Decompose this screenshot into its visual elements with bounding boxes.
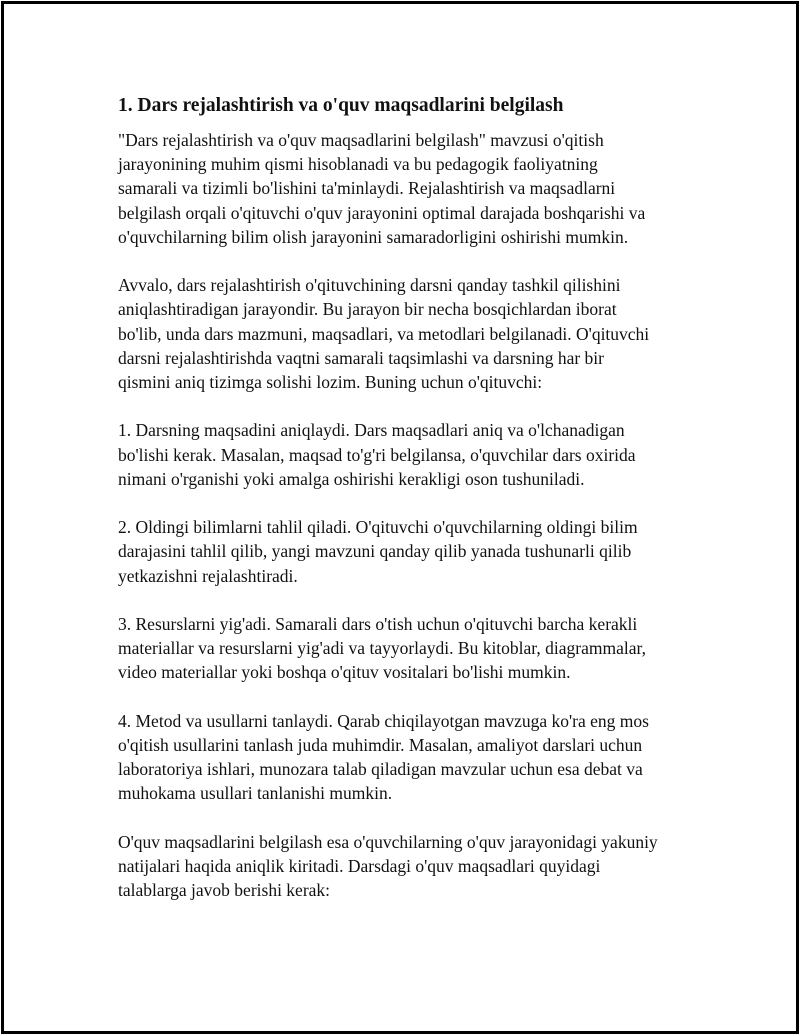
paragraph-step-4 bbox=[118, 709, 698, 806]
text-line: laboratoriya ishlari, munozara talab qiladigan mavzular uchun esa debat va bbox=[118, 759, 643, 780]
text-line: materiallar va resurslarni yig'adi va tayyorlaydi. Bu kitoblar, diagrammalar, bbox=[118, 638, 647, 659]
text-line: muhokama usullari tanlanishi mumkin. bbox=[118, 783, 393, 804]
text-line: video materiallar yoki boshqa o'qituv vositalari bo'lishi mumkin. bbox=[118, 662, 571, 683]
text-line: "Dars rejalashtirish va o'quv maqsadlarini belgilash" mavzusi o'qitish bbox=[118, 130, 604, 150]
text-line: o'quvchilarning bilim olish jarayonini samaradorligini oshirishi mumkin. bbox=[118, 226, 629, 247]
text-line: aniqlashtiradigan jarayondir. Bu jarayon bir necha bosqichlardan iborat bbox=[118, 299, 617, 320]
text-line: talablarga javob berishi kerak: bbox=[118, 880, 331, 901]
text-line: bo'lib, unda dars mazmuni, maqsadlari, va metodlari belgilanadi. O'qituvchi bbox=[118, 323, 650, 344]
text-line: jarayonining muhim qismi hisoblanadi va bu pedagogik faoliyatning bbox=[118, 154, 598, 175]
text-line: nimani o'rganishi yoki amalga oshirishi kerakligi oson tushuniladi. bbox=[118, 468, 585, 489]
paragraph-step-2 bbox=[118, 515, 698, 588]
section-heading: 1. Dars rejalashtirish va o'quv maqsadlarini belgilash bbox=[118, 95, 564, 116]
paragraph-objectives bbox=[118, 830, 698, 903]
text-line: darajasini tahlil qilib, yangi mavzuni qanday qilib yanada tushunarli qilib bbox=[118, 541, 632, 562]
paragraph-intro bbox=[118, 128, 698, 249]
paragraph-step-3 bbox=[118, 612, 698, 685]
text-line: 4. Metod va usullarni tanlaydi. Qarab chiqilayotgan mavzuga ko'ra eng mos bbox=[118, 710, 649, 731]
text-line: 1. Darsning maqsadini aniqlaydi. Dars maqsadlari aniq va o'lchanadigan bbox=[118, 420, 625, 441]
document-body bbox=[118, 93, 698, 927]
text-line: belgilash orqali o'qituvchi o'quv jarayonini optimal darajada boshqarishi va bbox=[118, 202, 646, 223]
paragraph-planning bbox=[118, 273, 698, 394]
text-line: samarali va tizimli bo'lishini ta'minlaydi. Rejalashtirish va maqsadlarni bbox=[118, 178, 616, 199]
text-line: qismini aniq tizimga solishi lozim. Buning uchun o'qituvchi: bbox=[118, 372, 543, 393]
text-line: o'qitish usullarini tanlash juda muhimdir. Masalan, amaliyot darslari uchun bbox=[118, 735, 643, 755]
text-line: 2. Oldingi bilimlarni tahlil qiladi. O'qituvchi o'quvchilarning oldingi bilim bbox=[118, 517, 638, 538]
text-line: 3. Resurslarni yig'adi. Samarali dars o'tish uchun o'qituvchi barcha kerakli bbox=[118, 614, 638, 634]
text-line: natijalari haqida aniqlik kiritadi. Darsdagi o'quv maqsadlari quyidagi bbox=[118, 856, 601, 876]
text-line: Avvalo, dars rejalashtirish o'qituvchining darsni qanday tashkil qilishini bbox=[118, 275, 621, 296]
text-line: yetkazishni rejalashtiradi. bbox=[118, 565, 298, 586]
paragraph-step-1 bbox=[118, 418, 698, 491]
text-line: darsni rejalashtirishda vaqtni samarali taqsimlashi va darsning har bir bbox=[118, 347, 604, 368]
text-line: O'quv maqsadlarini belgilash esa o'quvchilarning o'quv jarayonidagi yakuniy bbox=[118, 831, 658, 852]
text-line: bo'lishi kerak. Masalan, maqsad to'g'ri belgilansa, o'quvchilar dars oxirida bbox=[118, 444, 636, 465]
